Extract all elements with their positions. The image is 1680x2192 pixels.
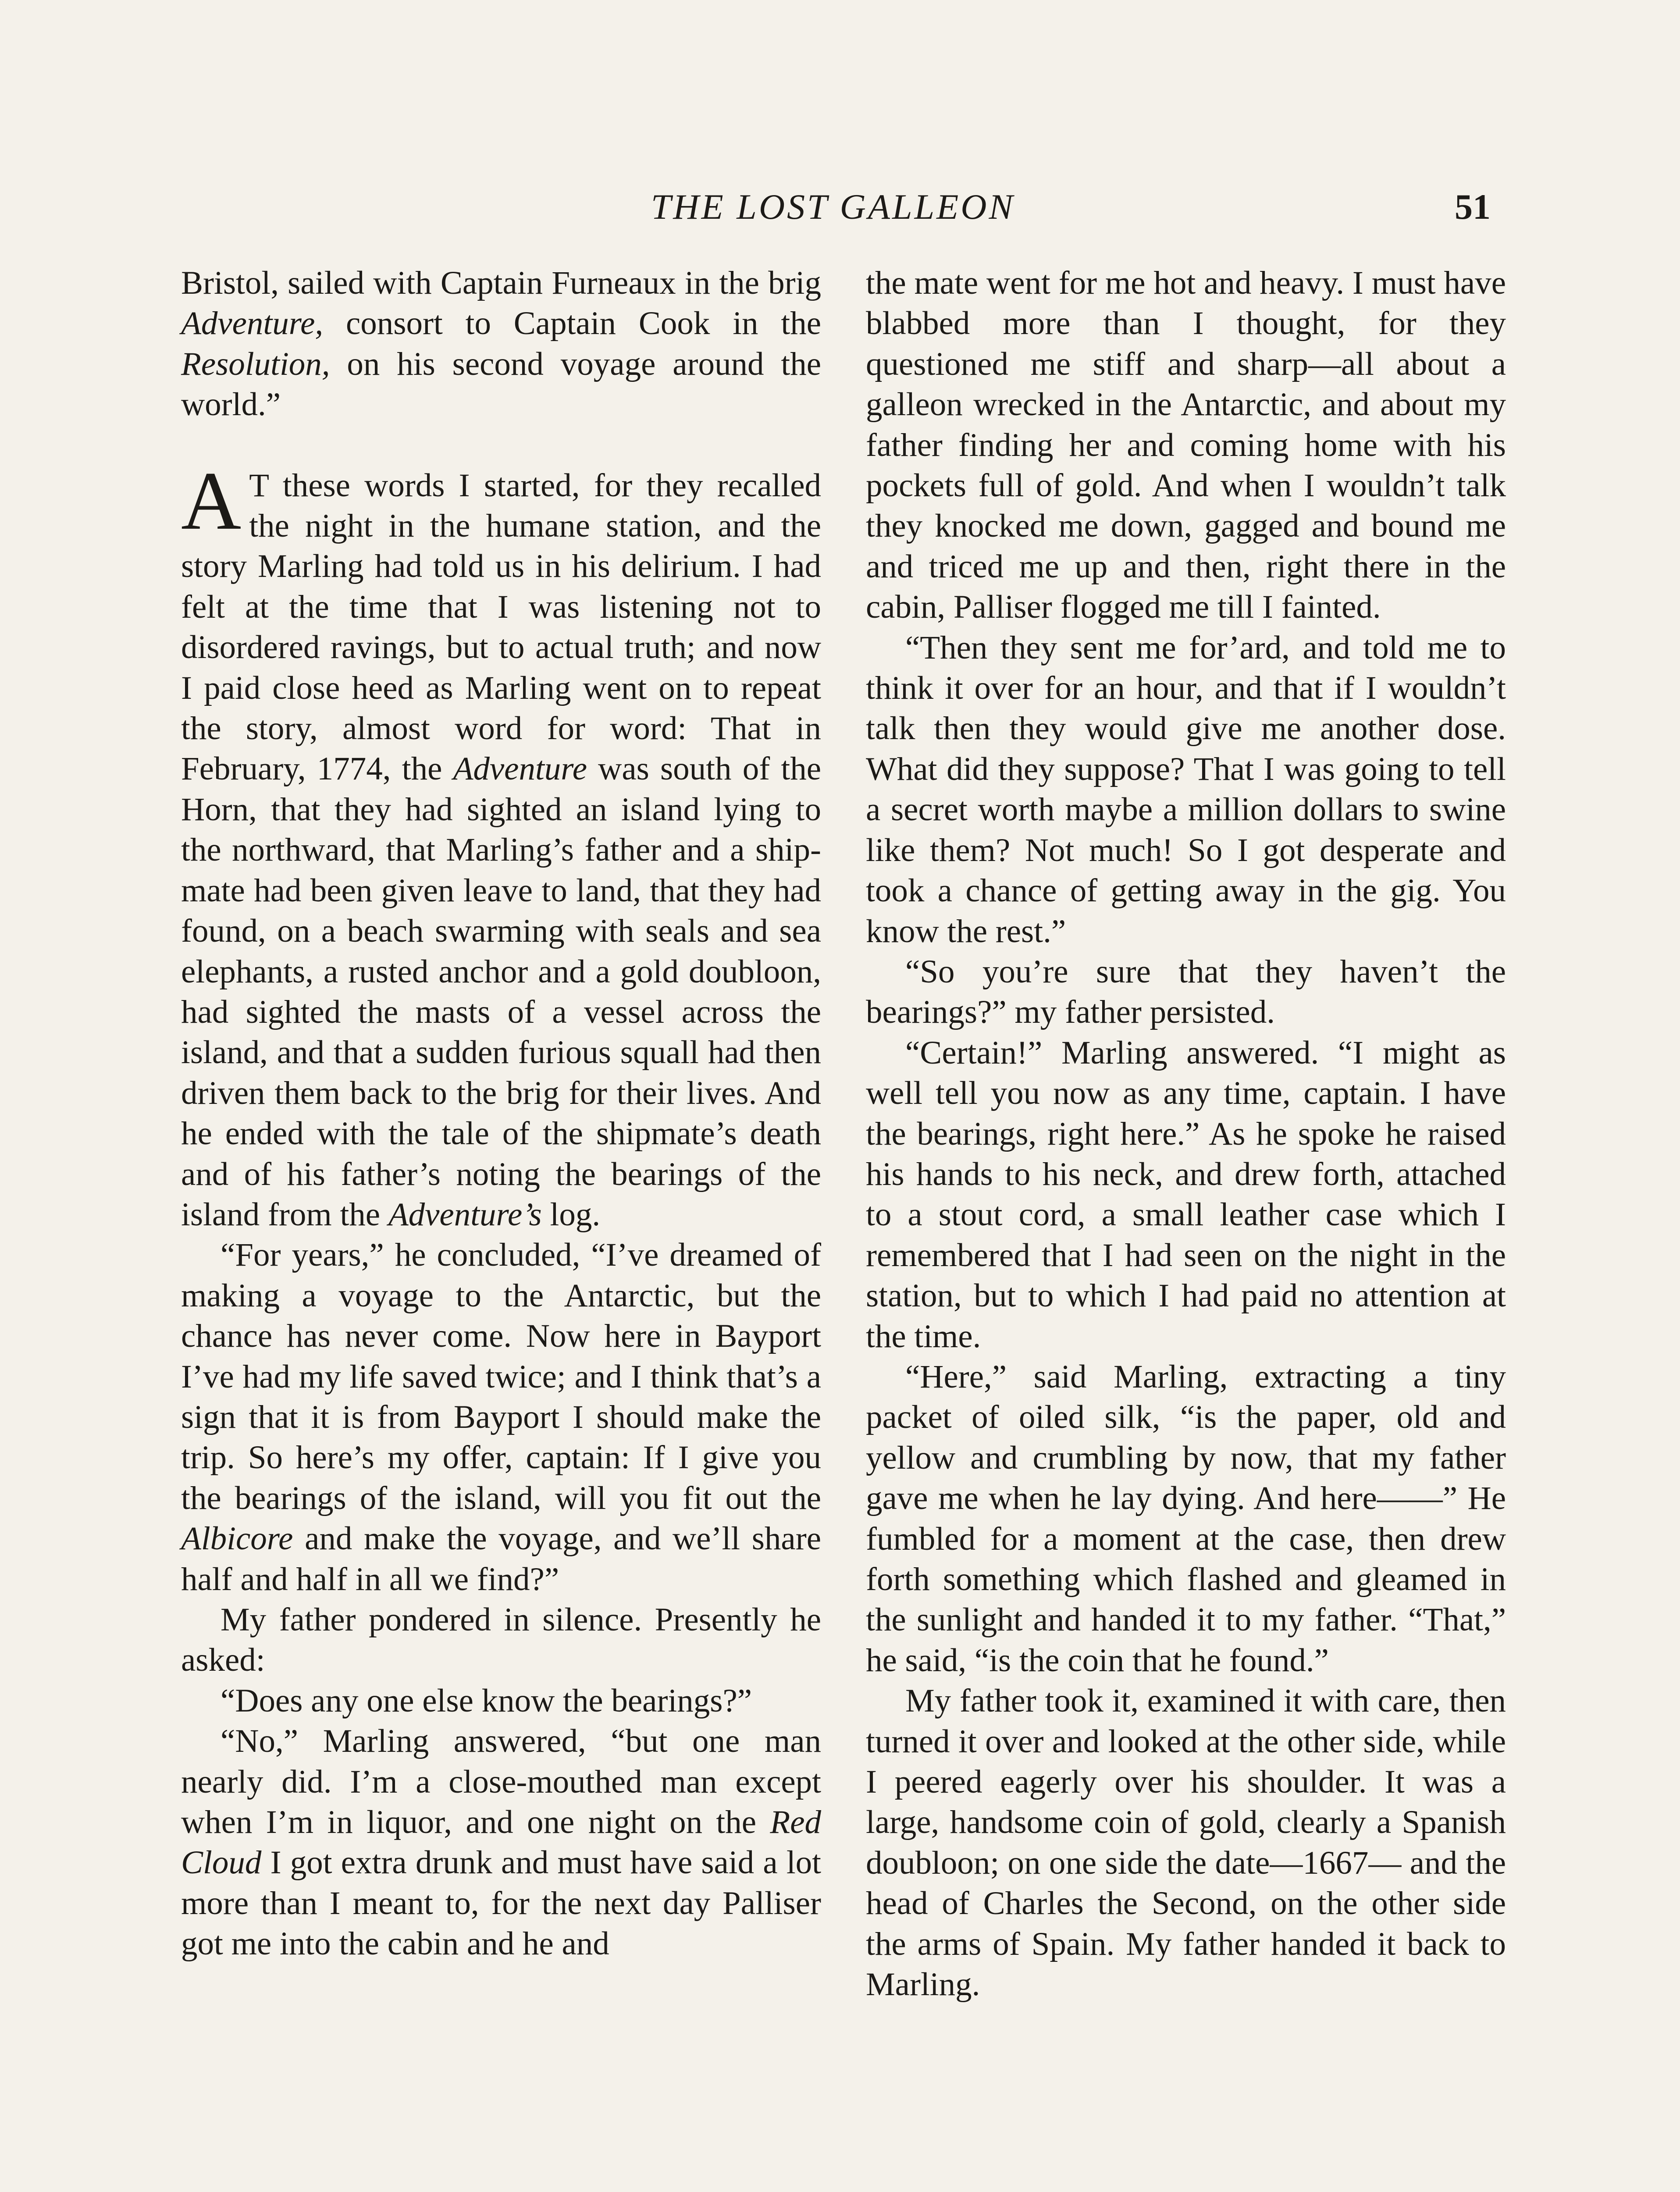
paragraph: Bristol, sailed with Captain Furneaux in the brig Adventure, consort to Captain Cook in the Resolution, on his second voyage around the world.” bbox=[181, 265, 821, 423]
drop-cap: A bbox=[181, 455, 242, 547]
page-header bbox=[0, 186, 1680, 235]
left-text-column bbox=[181, 263, 821, 1964]
paragraph: “Does any one else know the bearings?” bbox=[221, 1682, 752, 1719]
paragraph: “For years,” he concluded, “I’ve dreamed of making a voyage to the Antarctic, but the chance has never come. Now here in Bayport I’ve had my life saved twice; and I think that’s a sign that it is from Bayport I should make the trip. So here’s my offer, captain: If I give you the bearings of the island, will you fit out the Albicore and make the voyage, and we’ll share half and half in all we find?” bbox=[181, 1237, 821, 1598]
running-title: THE LOST GALLEON bbox=[651, 187, 1015, 227]
paragraph-dropcap: A T these words I started, for they recalled the night in the humane station, and the story Marling had told us in his delirium. I had felt at the time that I was listening not to disordered ravings, but to actual truth; and now I paid close heed as Marling went on to repeat the story, almost word for word: That in February, 1774, the Adventure was south of the Horn, that they had sighted an island lying to the northward, that Marling’s father and a shipmate had been given leave to land, that they had found, on a beach swarming with seals and sea elephants, a rusted anchor and a gold doubloon, had sighted the masts of a vessel across the island, and that a sudden furious squall had then driven them back to the brig for their lives. And he ended with the tale of the shipmate’s death and of his father’s noting the bearings of the island from the Adventure’s log. bbox=[181, 455, 821, 1233]
paragraph: My father took it, examined it with care, then turned it over and looked at the other side, while I peered eagerly over his shoulder. It was a large, handsome coin of gold, clearly a Spanish doubloon; on one side the date—1667— and the head of Charles the Second, on the other side the arms of Spain. My father handed it back to Marling. bbox=[866, 1683, 1506, 2003]
paragraph: “Certain!” Marling answered. “I might as well tell you now as any time, captain. I have the bearings, right here.” As he spoke he raised his hands to his neck, and drew forth, attached to a stout cord, a small leather case which I remembered that I had seen on the night in the station, but to which I had paid no attention at the time. bbox=[866, 1034, 1506, 1355]
paragraph: “So you’re sure that they haven’t the bearings?” my father persisted. bbox=[866, 953, 1506, 1031]
page-number: 51 bbox=[1455, 187, 1491, 227]
paragraph: My father pondered in silence. Presently he asked: bbox=[181, 1601, 821, 1679]
paragraph: the mate went for me hot and heavy. I must have blabbed more than I thought, for they questioned me stiff and sharp—all about a galleon wrecked in the Antarctic, and about my father finding her and coming home with his pockets full of gold. And when I wouldn’t talk they knocked me down, gagged and bound me and triced me up and then, right there in the cabin, Palliser flogged me till I fainted. bbox=[866, 265, 1506, 626]
right-text-column bbox=[866, 263, 1506, 2005]
paragraph: “Then they sent me for’ard, and told me to think it over for an hour, and that if I wouldn’t talk then they would give me another dose. What did they suppose? That I was going to tell a secret worth maybe a million dollars to swine like them? Not much! So I got desperate and took a chance of getting away in the gig. You know the rest.” bbox=[866, 629, 1506, 950]
paragraph: “Here,” said Marling, extracting a tiny packet of oiled silk, “is the paper, old and yellow and crumbling by now, that my father gave me when he lay dying. And here——” He fumbled for a moment at the case, then drew forth something which flashed and gleamed in the sunlight and handed it to my father. “That,” he said, “is the coin that he found.” bbox=[866, 1358, 1506, 1679]
paragraph: “No,” Marling answered, “but one man nearly did. I’m a close-mouthed man except when I’m in liquor, and one night on the Red Cloud I got extra drunk and must have said a lot more than I meant to, for the next day Palliser got me into the cabin and he and bbox=[181, 1723, 821, 1962]
